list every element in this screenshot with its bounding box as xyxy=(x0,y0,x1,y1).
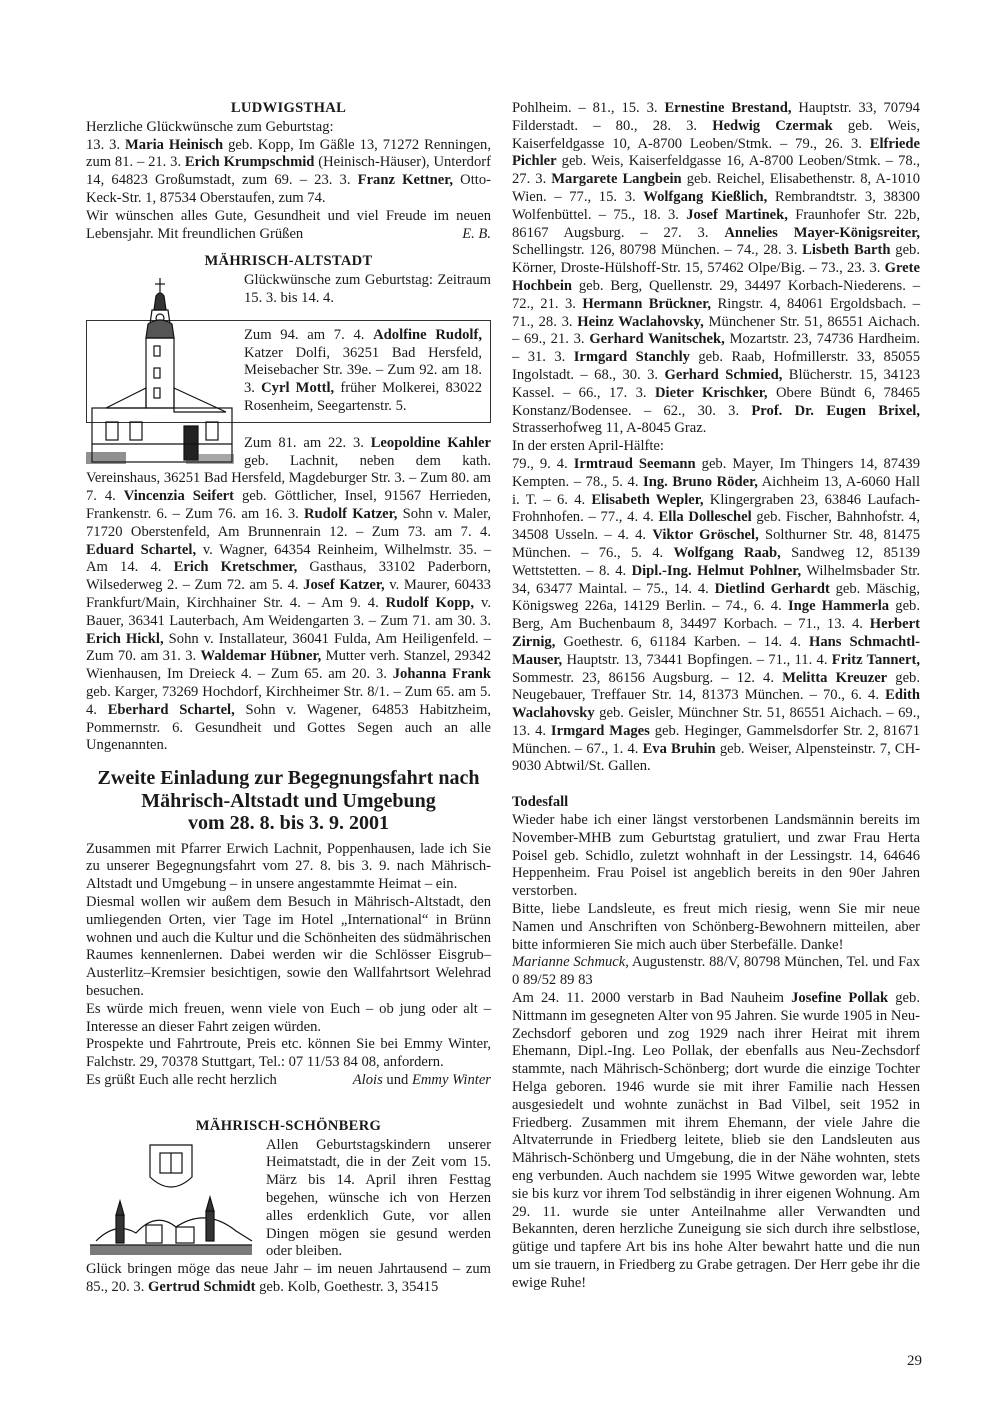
right-column xyxy=(512,100,920,1293)
ludwigsthal-closing: Wir wünschen alles Gute, Gesundheit und viel Freude im neuen Lebensjahr. Mit freundlichen Grüßen E. B. xyxy=(86,207,491,242)
town-coat-of-arms-illustration xyxy=(86,1141,256,1259)
einladung-paragraph-4: Prospekte und Fahrtroute, Preis etc. können Sie bei Emmy Winter, Falchstr. 29, 70378 Stuttgart, Tel.: 07 11/53 84 08, anfordern. xyxy=(86,1036,491,1071)
left-column xyxy=(86,100,491,1297)
todesfall-contact: Marianne Schmuck, Augustenstr. 88/V, 80798 München, Tel. und Fax 0 89/52 89 83 xyxy=(512,954,920,989)
todesfall-obituary: Am 24. 11. 2000 verstarb in Bad Nauheim Josefine Pollak geb. Nittmann im gesegneten Alter von 95 Jahren. Sie wurde 1905 in Neu-Zechsdorf geboren und zog 1929 nach ihrer Heirat mit ihrem Ehemann, Dipl.-Ing. Leo Pollak, der ebenfalls aus Neu-Zechsdorf stammte, nach Mährisch-Schönberg; dort wurde die einzige Tochter Helga geboren. 1946 wurde sie mit ihrer Familie nach Hessen ausgesiedelt und wohnte zunächst in Bad Vilbel, seit 1952 in Friedberg. Zusammen mit ihrem Ehemann, der viele Jahre die Altvaterrunde in Friedberg leitete, blieb sie den Landsleuten aus Mährisch-Schönberg und Umgebung, die in der Nähe wohnten, stets eng verbunden. Auch nachdem sie 1995 Witwe geworden war, lebte sie bis kurz vor ihrem Tod selbständig in ihrer eigenen Wohnung. Am 29. 11. wurde sie unter Anteilnahme aller Verwandten und Bekannten, deren herzliche Zuneigung sie sich durch ihre selbstlose, gütige und tapfere Art bis ins hohe Alter bewahrt hatte und die nun um sie trauern, in Friedberg zu Grabe getragen. Der Herr gebe ihr die ewige Ruhe! xyxy=(512,990,920,1291)
april-intro: In der ersten April-Hälfte: xyxy=(512,438,664,455)
section-heading-schoenberg: MÄHRISCH-SCHÖNBERG xyxy=(195,1117,382,1134)
altstadt-birthdays: Zum 81. am 22. 3. Leopoldine Kahler geb. Lachnit, neben dem kath. Vereinshaus, 36251 Bad Hersfeld, Magdeburger Str. 3. – Zum 80. am 7. 4. Vincenzia Seifert geb. Göttlicher, Insel, 91567 Herrieden, Frankenstr. 6. – Zum 76. am 16. 3. Rudolf Katzer, Sohn v. Maler, 71720 Oberstenfeld, Am Brunnenrain 12. – Zum 73. am 7. 4. Eduard Schartel, v. Wagner, 64354 Reinheim, Wilhelmstr. 35. – Am 14. 4. Erich Kretschmer, Gasthaus, 33102 Paderborn, Wilsederweg 2. – Zum 72. am 5. 4. Josef Katzer, v. Maurer, 60433 Frankfurt/Main, Kirchhainer Str. 4. – Am 9. 4. Rudolf Kopp, v. Bauer, 36341 Lauterbach, Am Weidengarten 3. – Zum 71. am 30. 3. Erich Hickl, Sohn v. Installateur, 36041 Fulda, Am Heiligenfeld. – Zum 70. am 31. 3. Waldemar Hübner, Mutter verh. Stanzel, 29342 Wienhausen, Im Dreieck 4. – Zum 65. am 20. 3. Johanna Frank geb. Karger, 73269 Hochdorf, Kirchheimer Str. 8/1. – Zum 65. am 5. 4. Eberhard Schartel, Sohn v. Wagener, 64853 Habitzheim, Pommernstr. 6. Gesundheit und Gottes Segen auch an alle Ungenannten. xyxy=(86,434,492,754)
todesfall-paragraph-2: Bitte, liebe Landsleute, es freut mich riesig, wenn Sie mir neue Namen und Anschriften von Schönberg-Bewohnern mitteilen, aber bitte informieren Sie mich auch über Sterbefälle. Danke! xyxy=(512,901,920,953)
einladung-paragraph-1: Zusammen mit Pfarrer Erwich Lachnit, Poppenhausen, lade ich Sie zu unserer Begegnungsfahrt vom 27. 8. bis 3. 9. nach Mährisch-Altstadt und Umgebung – in unsere angestammte Heimat – ein. xyxy=(86,840,491,893)
section-heading-altstadt: MÄHRISCH-ALTSTADT xyxy=(204,253,373,270)
ludwigsthal-birthdays: 13. 3. Maria Heinisch geb. Kopp, Im Gäßle 13, 71272 Renningen, zum 81. – 21. 3. Erich Krumpschmid (Heinisch-Häuser), Unterdorf 14, 64823 Großumstadt, zum 69. – 23. 3. Franz Kettner, Otto-Keck-Str. 1, 87534 Oberstaufen, zum 74. xyxy=(86,136,491,206)
april-birthdays: 79., 9. 4. Irmtraud Seemann geb. Mayer, Im Thingers 14, 87439 Kempten. – 78., 5. 4. Ing. Bruno Röder, Aichheim 13, A-6060 Hall i. T. – 6. 4. Elisabeth Wepler, Klingergraben 23, 63846 Laufach-Frohnhofen. – 77., 4. 4. Ella Dolleschel geb. Fischer, Bahnhofstr. 4, 34508 Usseln. – 4. 4. Viktor Gröschel, Solthurner Str. 48, 81475 München. – 76., 5. 4. Wolfgang Raab, Sandweg 12, 85139 Wettstetten. – 8. 4. Dipl.-Ing. Helmut Pohlner, Wilhelmsbader Str. 34, 63477 Maintal. – 75., 14. 4. Dietlind Gerhardt geb. Mäschig, Königsweg 226a, 14129 Berlin. – 74., 6. 4. Inge Hammerla geb. Berg, Am Buchenbaum 8, 34497 Korbach. – 71., 13. 4. Herbert Zirnig, Goethestr. 6, 61184 Karben. – 14. 4. Hans Schmachtl-Mauser, Hauptstr. 13, 73441 Bopfingen. – 71., 11. 4. Fritz Tannert, Sommestr. 23, 86156 Augsburg. – 12. 4. Melitta Kreuzer geb. Neugebauer, Treffauer Str. 14, 81373 München. – 70., 6. 4. Edith Waclahovsky geb. Geisler, Münchner Str. 51, 86551 Aichach. – 69., 13. 4. Irmgard Mages geb. Heginger, Gammelsdorfer Str. 2, 81671 München. – 67., 1. 4. Eva Bruhin geb. Weiser, Alpensteinstr. 7, CH-9030 Abtwil/St. Gallen. xyxy=(512,455,921,775)
section-heading-ludwigsthal: LUDWIGSTHAL xyxy=(230,100,347,116)
page-number: 29 xyxy=(907,1353,922,1369)
article-title: Zweite Einladung zur Begegnungsfahrt nach Mährisch-Altstadt und Umgebung vom 28. 8. bis 3. 9. 2001 xyxy=(97,767,480,835)
todesfall-paragraph-1: Wieder habe ich einer längst verstorbenen Landsmännin bereits im November-MHB zum Geburtstag gratuliert, und zwar Frau Herta Poisel geb. Schidlo, zuletzt wohnhaft in der Lessingstr. 14, 64646 Heppenheim. Frau Poisel ist angeblich bereits in den 90er Jahren verstorben. xyxy=(512,812,920,900)
schoenberg-paragraph-1: Allen Geburtstagskindern unserer Heimatstadt, die in der Zeit vom 15. März bis 14. April ihren Festtag begehen, wünsche ich von Herzen alles erdenklich Gute, vor allen Dingen mögen sie gesund werden oder bleiben. xyxy=(266,1136,491,1260)
section-heading-todesfall: Todesfall xyxy=(512,794,569,811)
altstadt-highlight-box: Zum 94. am 7. 4. Adolfine Rudolf, Katzer Dolfi, 36251 Bad Hersfeld, Meisebacher Str. 39e. – Zum 92. am 18. 3. Cyrl Mottl, früher Molkerei, 83022 Rosenheim, Seegartenstr. 5. xyxy=(86,320,491,423)
einladung-paragraph-2: Diesmal wollen wir außem dem Besuch in Mährisch-Altstadt, den umliegenden Orten, vier Tage im Hotel „International“ in Brünn wohnen und auch die Kultur und die Schönheiten des südmährischen Raumes kennenlernen. Dabei werden wir die Schlösser Eisgrub–Austerlitz–Kremsier besichtigen, sowie den Wallfahrtsort Welehrad besuchen. xyxy=(86,893,491,999)
church-tower-illustration xyxy=(86,276,234,466)
einladung-signature: Es grüßt Euch alle recht herzlich Alois und Emmy Winter xyxy=(86,1071,491,1088)
schoenberg-birthdays-continued: Pohlheim. – 81., 15. 3. Ernestine Brestand, Hauptstr. 33, 70794 Filderstadt. – 80., 28. 3. Hedwig Czermak geb. Weis, Kaiserfeldgasse 10, A-8700 Leoben/Stmk. – 79., 26. 3. Elfriede Pichler geb. Weis, Kaiserfeldgasse 16, A-8700 Leoben/Stmk. – 78., 27. 3. Margarete Langbein geb. Reichel, Elisabethenstr. 8, A-1010 Wien. – 77., 15. 3. Wolfgang Kießlich, Rembrandtstr. 3, 38300 Wolfenbüttel. – 75., 18. 3. Josef Martinek, Fraunhofer Str. 22b, 86167 Augsburg. – 27. 3. Annelies Mayer-Königsreiter, Schellingstr. 126, 80798 München. – 74., 28. 3. Lisbeth Barth geb. Körner, Droste-Hülshoff-Str. 15, 57462 Olpe/Big. – 73., 23. 3. Grete Hochbein geb. Berg, Quellenstr. 29, 34497 Korbach-Niederens. – 72., 21. 3. Hermann Brückner, Ringstr. 4, 84061 Ergoldsbach. – 71., 28. 3. Heinz Waclahovsky, Münchener Str. 51, 86551 Aichach. – 69., 21. 3. Gerhard Wanitschek, Mozartstr. 23, 74736 Hardheim. – 31. 3. Irmgard Stanchly geb. Raab, Hofmillerstr. 33, 85055 Ingolstadt. – 68., 30. 3. Gerhard Schmied, Blücherstr. 15, 34123 Kassel. – 66., 17. 3. Dieter Krischker, Obere Bündt 6, 78465 Konstanz/Bodensee. – 62., 30. 3. Prof. Dr. Eugen Brixel, Strasserhofweg 11, A-8045 Graz. xyxy=(512,100,921,437)
einladung-paragraph-3: Es würde mich freuen, wenn viele von Euch – ob jung oder alt – Interesse an dieser Fahrt zeigen würden. xyxy=(86,1000,491,1035)
ludwigsthal-intro: Herzliche Glückwünsche zum Geburtstag: xyxy=(86,118,334,135)
schoenberg-paragraph-2: Glück bringen möge das neue Jahr – im neuen Jahrtausend – zum 85., 20. 3. Gertrud Schmidt geb. Kolb, Goethestr. 3, 35415 xyxy=(86,1261,491,1295)
altstadt-intro: Glückwünsche zum Geburtstag: Zeitraum 15. 3. bis 14. 4. xyxy=(244,272,491,306)
